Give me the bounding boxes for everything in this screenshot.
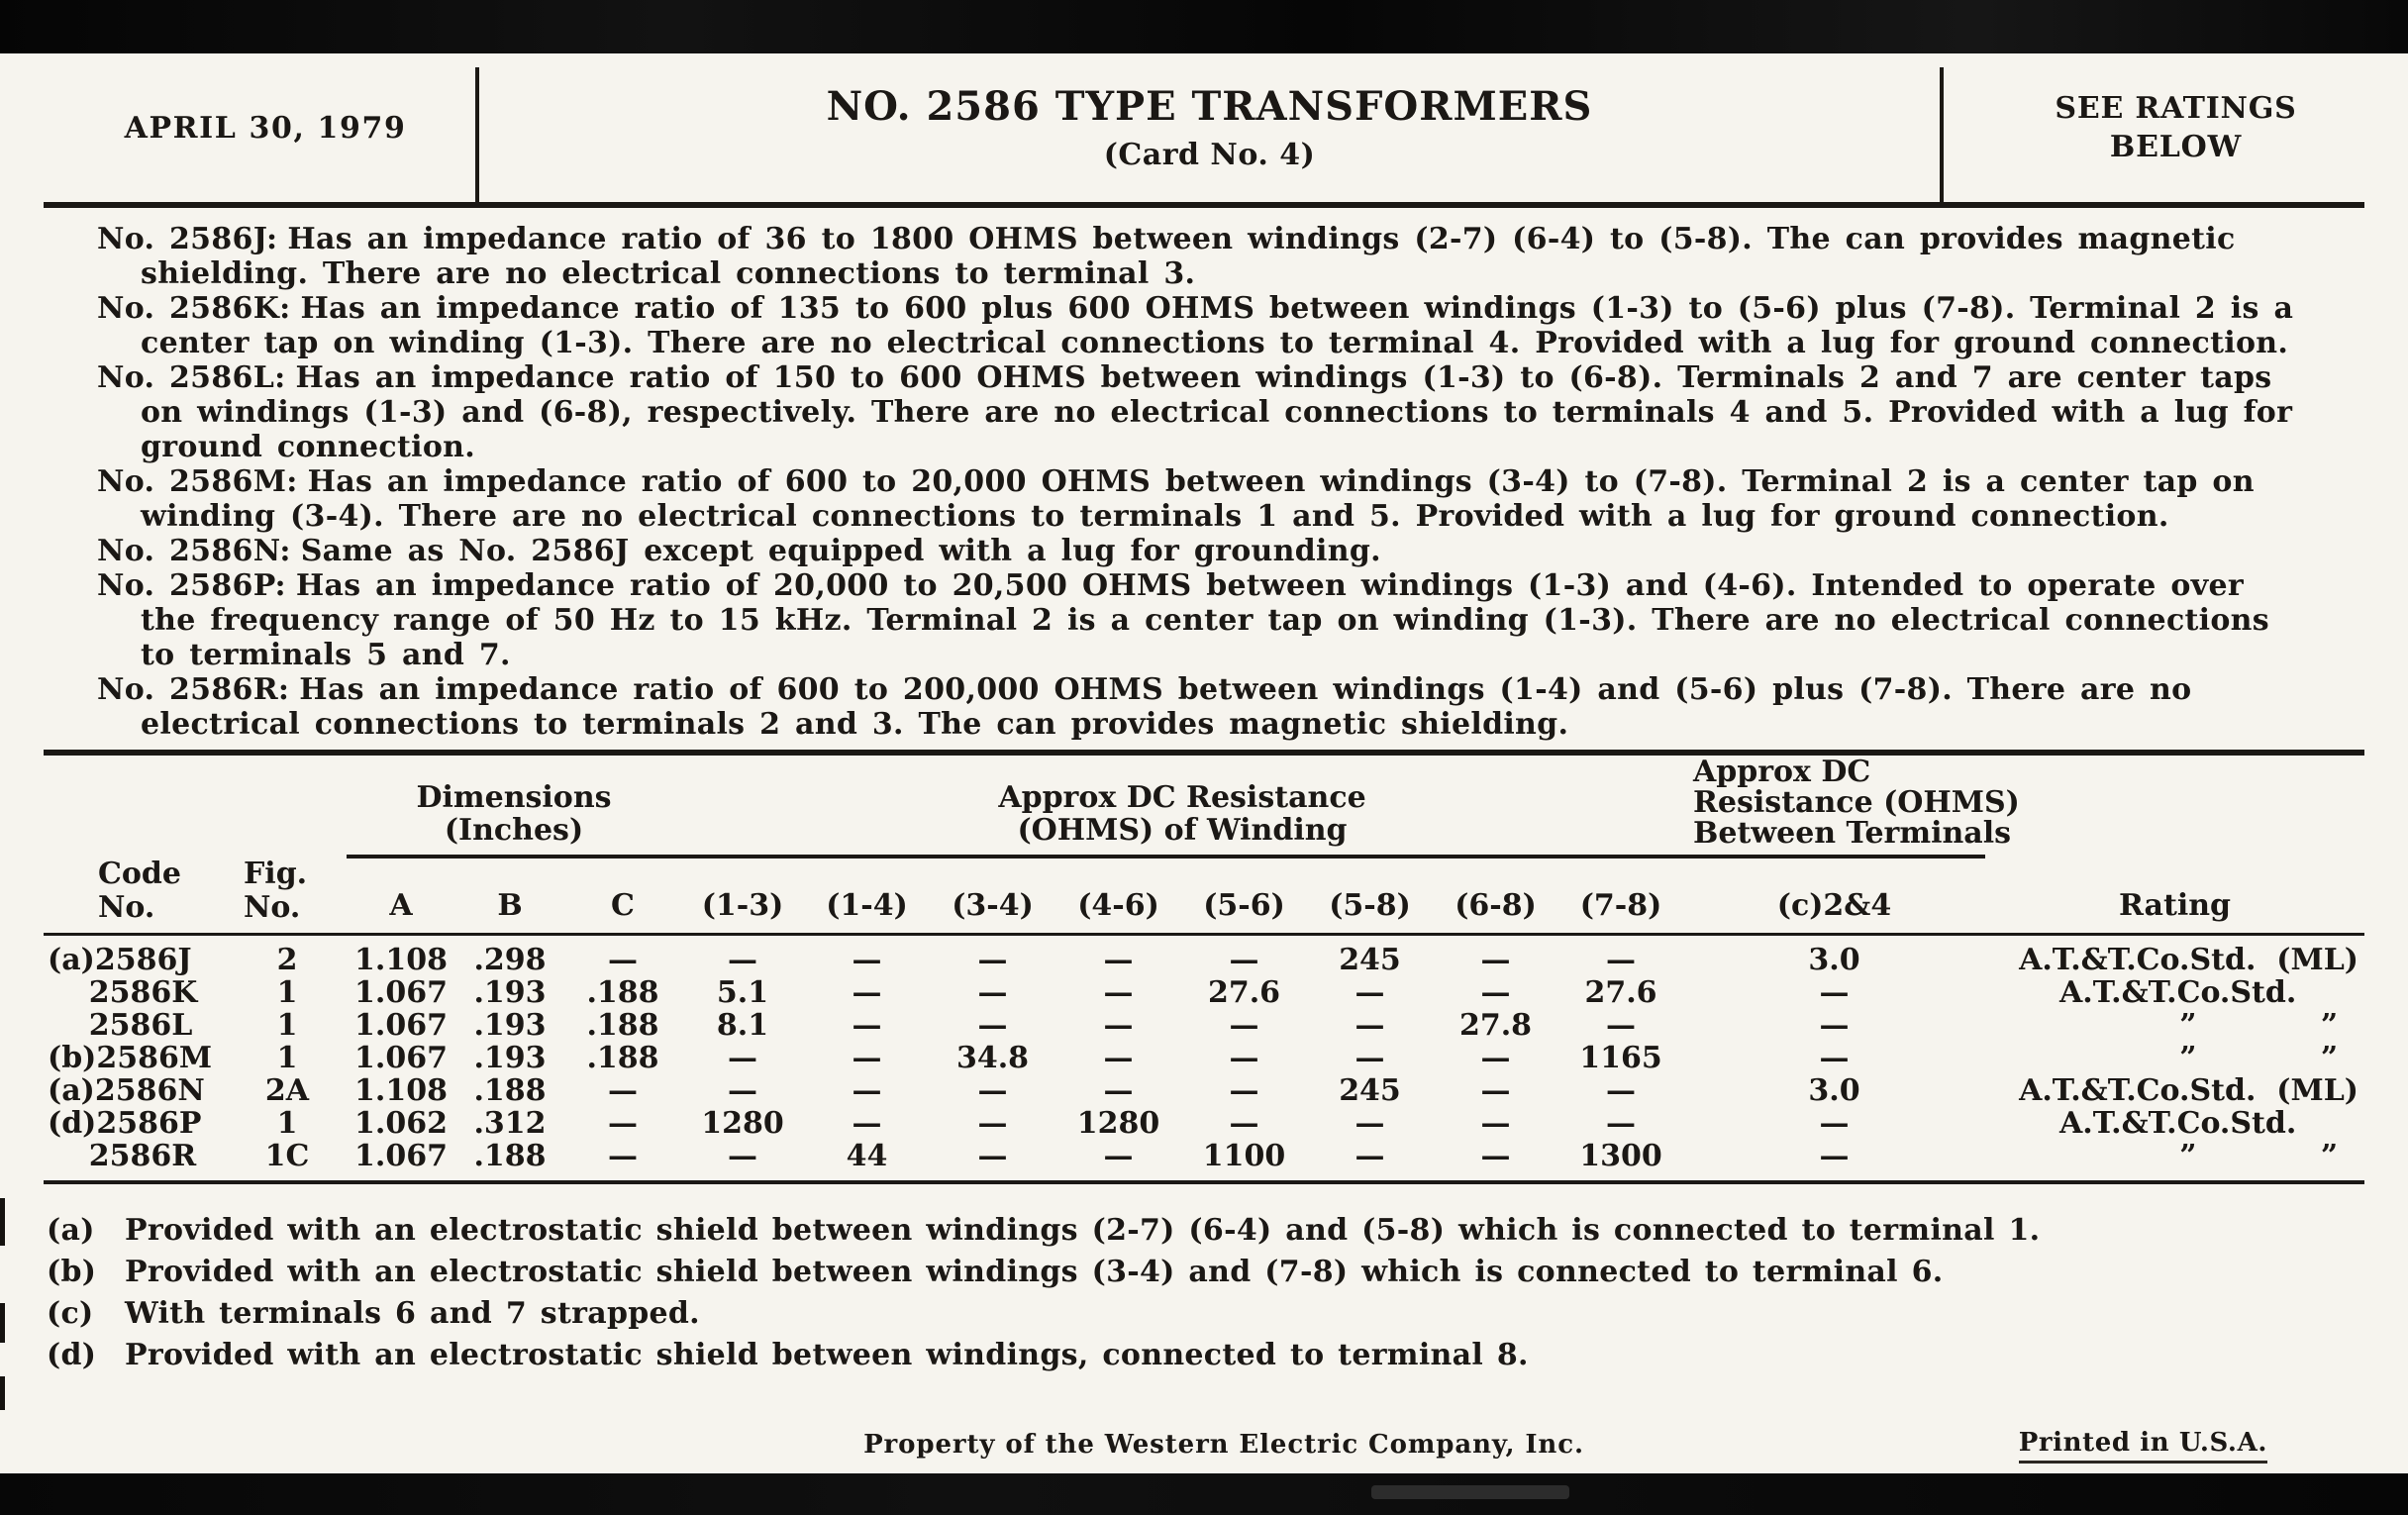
cell-w4-6: — (1103, 1138, 1134, 1173)
model-text: Has an impedance ratio of 135 to 600 plus 600 OHMS between windings (1-3) to (5-6) plus (7-8). Terminal 2 is a center tap on winding (1-3). There are no electrical connections to terminal 4. Provided with a lug for ground connection. (141, 291, 2294, 360)
ratings-table (44, 756, 2364, 1180)
cell-w1-4: — (852, 1072, 882, 1108)
cell-w5-6: 1100 (1202, 1138, 1286, 1173)
model-label: No. 2586J: (97, 222, 278, 256)
ratings-note (1944, 89, 2408, 166)
cell-w3-4: — (977, 1138, 1008, 1173)
cell-w3-4: — (977, 974, 1008, 1010)
col-header-7-8: (7-8) (1558, 857, 1683, 934)
cell-w6-8: — (1480, 1072, 1511, 1108)
cell-rating: ” ” (2179, 1040, 2358, 1075)
cell-code: (a)2586N (48, 1072, 205, 1108)
group-header-dimensions-line1: Dimensions (416, 780, 612, 815)
cell-code: (a)2586J (48, 942, 192, 977)
scan-border-top (0, 0, 2408, 53)
cell-w1-3: 1280 (701, 1105, 784, 1141)
group-header-terminals-line1: Approx DC (1693, 755, 1871, 789)
cell-w1-4: — (852, 974, 882, 1010)
col-header-fig-line1: Fig. (244, 856, 308, 891)
cell-fig: 2A (264, 1072, 310, 1108)
cell-rating: ” ” (2179, 1007, 2358, 1043)
ratings-note-line1: SEE RATINGS (2055, 91, 2297, 126)
cell-w7-8: — (1606, 1105, 1636, 1141)
table-row-2586R (44, 1140, 2364, 1180)
cell-dim-c: .188 (586, 974, 659, 1010)
cell-w4-6: — (1103, 942, 1134, 977)
cell-w6-8: — (1480, 1138, 1511, 1173)
card-header (0, 53, 2408, 202)
col-header-3-4: (3-4) (930, 857, 1055, 934)
model-text: Same as No. 2586J except equipped with a lug for grounding. (300, 534, 1381, 568)
cell-dim-c: — (608, 1105, 638, 1141)
cell-c2and4: — (1819, 1138, 1850, 1173)
cell-w7-8: 27.6 (1584, 974, 1657, 1010)
cell-dim-b: .312 (473, 1105, 547, 1141)
model-label: No. 2586R: (97, 672, 290, 707)
col-header-fig (228, 756, 347, 934)
col-header-B: B (455, 857, 564, 934)
cell-c2and4: — (1819, 1040, 1850, 1075)
footer-property-note: Property of the Western Electric Company, Inc. (863, 1430, 1584, 1460)
description-2586J (97, 222, 2311, 291)
cell-dim-a: 1.067 (354, 1138, 448, 1173)
ratings-note-line2: BELOW (2109, 130, 2243, 164)
col-header-A: A (347, 857, 455, 934)
footnote-a (47, 1210, 2349, 1252)
description-2586L (97, 360, 2311, 464)
cell-dim-c: .188 (586, 1040, 659, 1075)
col-header-c2and4: (c)2&4 (1683, 857, 1985, 934)
model-label: No. 2586N: (97, 534, 291, 568)
cell-w5-6: — (1229, 1072, 1259, 1108)
cell-w1-4: — (852, 1105, 882, 1141)
cell-w1-3: 8.1 (716, 1007, 769, 1043)
cell-w1-3: — (728, 1072, 757, 1108)
cell-w6-8: 27.8 (1458, 1007, 1533, 1043)
scan-smudge (1371, 1485, 1569, 1499)
model-label: No. 2586K: (97, 291, 291, 326)
descriptions-section (0, 208, 2408, 750)
cell-w3-4: — (977, 1105, 1008, 1141)
cell-dim-a: 1.067 (354, 1040, 448, 1075)
cell-w1-3: — (728, 1138, 757, 1173)
table-group-header-row (44, 756, 2364, 857)
cell-w3-4: — (977, 1007, 1008, 1043)
cell-fig: 1 (276, 1105, 298, 1141)
group-header-winding-line2: (OHMS) of Winding (1017, 813, 1348, 848)
cell-w7-8: — (1606, 942, 1636, 977)
footnote-label: (d) (47, 1337, 97, 1372)
col-header-C: C (564, 857, 681, 934)
footnote-label: (c) (47, 1295, 94, 1331)
model-text: Has an impedance ratio of 36 to 1800 OHMS between windings (2-7) (6-4) to (5-8). The can provides magnetic shielding. There are no electrical connections to terminal 3. (141, 222, 2236, 291)
cell-code: 2586L (48, 1007, 193, 1043)
cell-rating: A.T.&T.Co.Std. (2058, 974, 2358, 1010)
footer-printed-note: Printed in U.S.A. (2019, 1428, 2267, 1464)
cell-code: 2586K (48, 974, 198, 1010)
cell-w1-3: 5.1 (716, 974, 769, 1010)
col-header-1-4: (1-4) (804, 857, 930, 934)
group-header-terminals-line3: Between Terminals (1693, 816, 2012, 851)
cell-dim-b: .188 (473, 1072, 547, 1108)
cell-c2and4: — (1819, 1105, 1850, 1141)
cell-dim-b: .188 (473, 1138, 547, 1173)
model-text: Has an impedance ratio of 150 to 600 OHMS between windings (1-3) to (6-8). Terminals 2 and 7 are center taps on windings (1-3) and (6-8), respectively. There are no electrical connections to terminals 4 and 5. Provided with a lug for ground connection. (141, 360, 2293, 464)
date-cell (0, 111, 475, 146)
scan-artifact (0, 1198, 5, 1246)
cell-fig: 2 (276, 942, 298, 977)
cell-w7-8: — (1606, 1007, 1636, 1043)
cell-w5-6: 27.6 (1207, 974, 1281, 1010)
cell-c2and4: — (1819, 974, 1850, 1010)
group-header-winding-line1: Approx DC Resistance (998, 780, 1366, 815)
cell-rating: A.T.&T.Co.Std. (ML) (2019, 942, 2358, 977)
scan-artifact (0, 1376, 5, 1410)
footer (0, 1430, 2408, 1460)
group-header-dimensions (347, 756, 681, 857)
footnote-text: Provided with an electrostatic shield between windings (3-4) and (7-8) which is connected to terminal 6. (125, 1254, 1944, 1289)
cell-code: (b)2586M (48, 1040, 213, 1075)
col-header-5-6: (5-6) (1181, 857, 1307, 934)
group-header-winding-resistance (681, 756, 1683, 857)
cell-w5-8: — (1354, 1007, 1385, 1043)
table-bottom-rule (44, 1180, 2364, 1184)
cell-w1-3: — (728, 942, 757, 977)
cell-w6-8: — (1480, 942, 1511, 977)
cell-dim-c: — (608, 1072, 638, 1108)
model-label: No. 2586P: (97, 568, 286, 603)
footnote-c (47, 1293, 2349, 1335)
col-header-1-3: (1-3) (681, 857, 804, 934)
cell-w6-8: — (1480, 974, 1511, 1010)
col-header-code-line2: No. (98, 889, 155, 925)
col-header-code (44, 756, 228, 934)
cell-w4-6: 1280 (1076, 1105, 1160, 1141)
cell-w1-4: — (852, 1007, 882, 1043)
cell-w3-4: — (977, 1072, 1008, 1108)
cell-dim-a: 1.062 (354, 1105, 448, 1141)
card-title: NO. 2586 TYPE TRANSFORMERS (826, 83, 1593, 130)
group-header-dimensions-line2: (Inches) (444, 813, 584, 848)
cell-w4-6: — (1103, 974, 1134, 1010)
col-header-6-8: (6-8) (1433, 857, 1558, 934)
table-row-2586K (44, 976, 2364, 1009)
footnote-text: Provided with an electrostatic shield between windings (2-7) (6-4) and (5-8) which is connected to terminal 1. (125, 1212, 2041, 1248)
cell-dim-a: 1.108 (354, 942, 448, 977)
cell-w7-8: 1165 (1579, 1040, 1662, 1075)
footnote-label: (a) (47, 1212, 95, 1248)
cell-w3-4: — (977, 942, 1008, 977)
cell-w5-8: 245 (1339, 1072, 1401, 1108)
cell-w7-8: — (1606, 1072, 1636, 1108)
footnote-text: With terminals 6 and 7 strapped. (125, 1295, 700, 1331)
cell-w4-6: — (1103, 1007, 1134, 1043)
cell-c2and4: 3.0 (1808, 942, 1860, 977)
cell-w3-4: 34.8 (955, 1040, 1030, 1075)
cell-rating: A.T.&T.Co.Std. (2058, 1105, 2358, 1141)
col-header-5-8: (5-8) (1307, 857, 1433, 934)
description-2586R (97, 672, 2311, 742)
cell-dim-b: .298 (473, 942, 547, 977)
cell-fig: 1 (276, 1040, 298, 1075)
cell-dim-c: — (608, 1138, 638, 1173)
cell-rating: A.T.&T.Co.Std. (ML) (2019, 1072, 2358, 1108)
group-header-between-terminals (1683, 755, 2020, 857)
model-text: Has an impedance ratio of 600 to 20,000 OHMS between windings (3-4) to (7-8). Terminal 2 is a center tap on winding (3-4). There are no electrical connections to terminals 1 and 5. Provided with a lug for ground connection. (141, 464, 2255, 534)
col-header-fig-line2: No. (244, 889, 301, 925)
cell-dim-c: — (608, 942, 638, 977)
group-header-terminals-line2: Resistance (OHMS) (1693, 785, 2020, 820)
table-row-2586M (44, 1042, 2364, 1074)
scan-artifact (0, 1303, 5, 1343)
model-text: Has an impedance ratio of 20,000 to 20,500 OHMS between windings (1-3) and (4-6). Intended to operate over the frequency range of 50 Hz to 15 kHz. Terminal 2 is a center tap on winding (1-3). There are no electrical connections to terminals 5 and 7. (141, 568, 2269, 672)
cell-code: (d)2586P (48, 1105, 202, 1141)
col-header-code-line1: Code (98, 856, 181, 891)
table-row-2586J (44, 934, 2364, 976)
scan-border-bottom (0, 1473, 2408, 1515)
cell-w6-8: — (1480, 1040, 1511, 1075)
cell-w5-8: 245 (1339, 942, 1401, 977)
cell-w1-4: — (852, 1040, 882, 1075)
cell-dim-a: 1.067 (354, 1007, 448, 1043)
model-text: Has an impedance ratio of 600 to 200,000 OHMS between windings (1-4) and (5-6) plus (7-8). There are no electrical connections to terminals 2 and 3. The can provides magnetic shielding. (141, 672, 2192, 742)
cell-w5-6: — (1229, 1105, 1259, 1141)
cell-fig: 1 (276, 974, 298, 1010)
title-cell (479, 83, 1940, 172)
cell-w1-4: 44 (846, 1138, 888, 1173)
model-label: No. 2586M: (97, 464, 298, 499)
cell-dim-b: .193 (473, 1007, 547, 1043)
footnote-b (47, 1252, 2349, 1293)
description-2586K (97, 291, 2311, 360)
cell-w5-8: — (1354, 1040, 1385, 1075)
cell-c2and4: — (1819, 1007, 1850, 1043)
cell-dim-b: .193 (473, 974, 547, 1010)
cell-dim-c: .188 (586, 1007, 659, 1043)
table-row-2586L (44, 1009, 2364, 1042)
cell-c2and4: 3.0 (1808, 1072, 1860, 1108)
cell-w5-8: — (1354, 974, 1385, 1010)
description-2586P (97, 568, 2311, 672)
cell-w1-3: — (728, 1040, 757, 1075)
cell-w5-6: — (1229, 1007, 1259, 1043)
footnote-d (47, 1335, 2349, 1376)
cell-w4-6: — (1103, 1072, 1134, 1108)
cell-w7-8: 1300 (1579, 1138, 1662, 1173)
cell-dim-a: 1.067 (354, 974, 448, 1010)
table-row-2586N (44, 1074, 2364, 1107)
cell-dim-b: .193 (473, 1040, 547, 1075)
cell-w5-6: — (1229, 942, 1259, 977)
description-2586N (97, 534, 2311, 568)
cell-fig: 1 (276, 1007, 298, 1043)
model-label: No. 2586L: (97, 360, 286, 395)
cell-w4-6: — (1103, 1040, 1134, 1075)
description-2586M (97, 464, 2311, 534)
cell-rating: ” ” (2179, 1138, 2358, 1173)
card-subtitle: (Card No. 4) (1103, 138, 1316, 172)
col-header-rating: Rating (1985, 756, 2364, 934)
card-date: APRIL 30, 1979 (124, 110, 407, 146)
cell-w6-8: — (1480, 1105, 1511, 1141)
cell-dim-a: 1.108 (354, 1072, 448, 1108)
cell-code: 2586R (48, 1138, 197, 1173)
footnote-label: (b) (47, 1254, 97, 1289)
table-row-2586P (44, 1107, 2364, 1140)
cell-w1-4: — (852, 942, 882, 977)
cell-w5-8: — (1354, 1138, 1385, 1173)
cell-w5-8: — (1354, 1105, 1385, 1141)
footnote-text: Provided with an electrostatic shield between windings, connected to terminal 8. (125, 1337, 1529, 1372)
cell-w5-6: — (1229, 1040, 1259, 1075)
cell-fig: 1C (264, 1138, 310, 1173)
footnotes-section (47, 1210, 2349, 1376)
col-header-4-6: (4-6) (1055, 857, 1181, 934)
